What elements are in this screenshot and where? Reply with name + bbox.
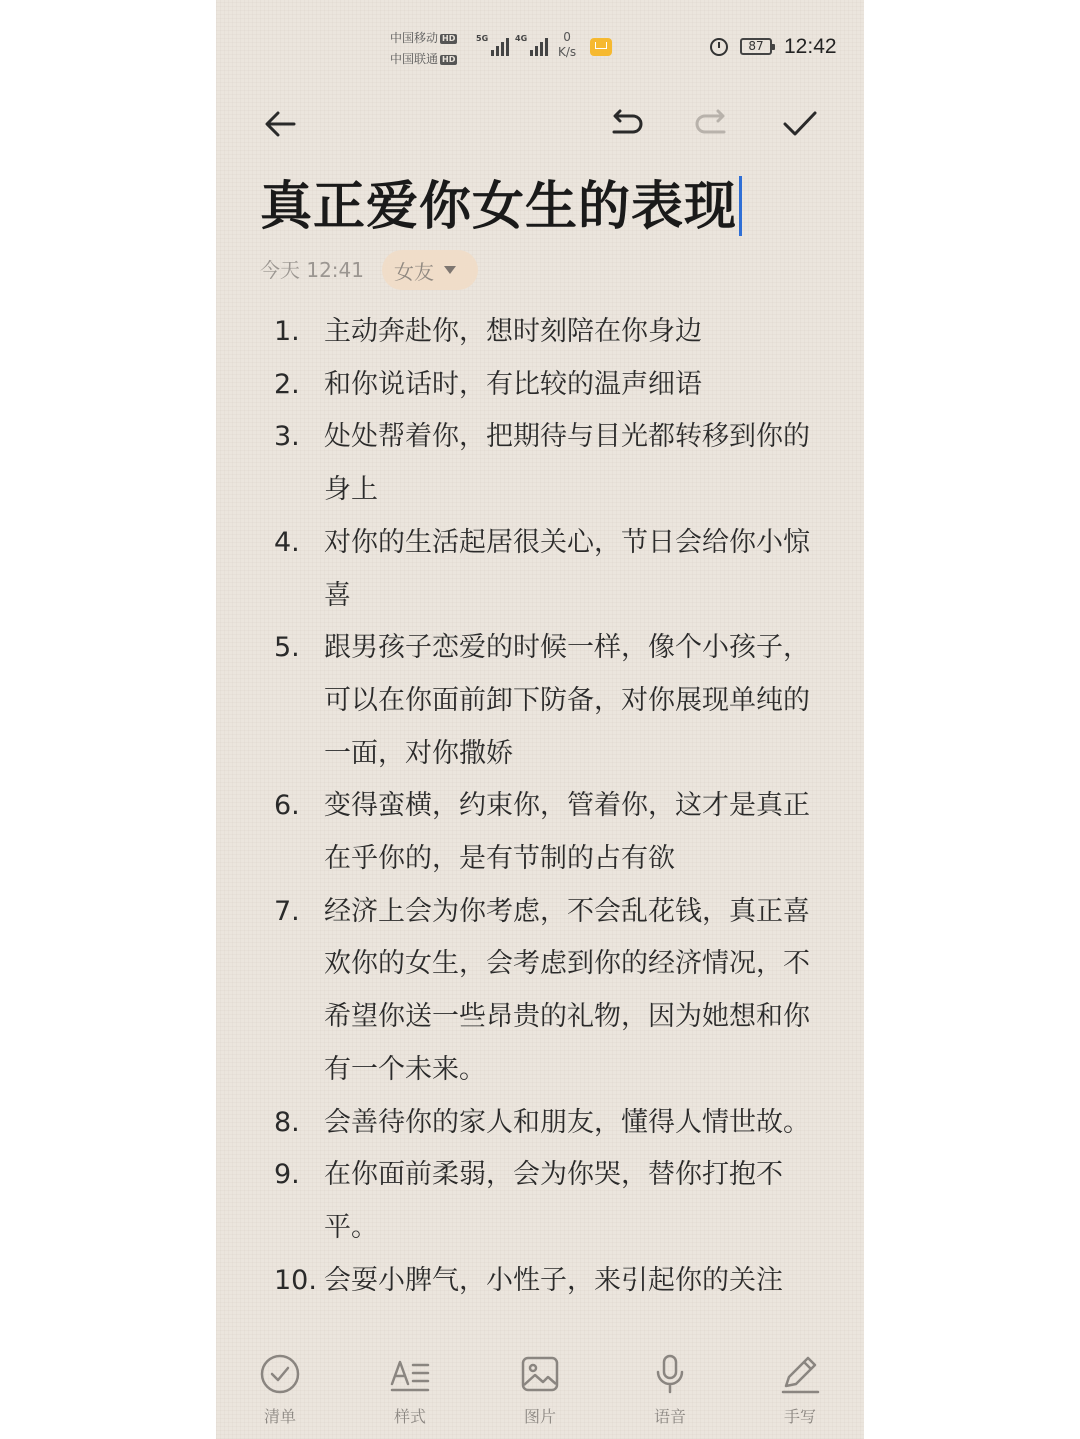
note-list [216,306,864,1307]
list-item-number: 3. [274,421,300,453]
battery-icon: 87 [740,38,772,55]
list-item [216,1149,864,1254]
list-item-number: 6. [274,790,300,822]
undo-button[interactable] [602,100,650,148]
image-icon [518,1352,562,1396]
redo-icon [692,104,732,144]
list-item-text: 经济上会为你考虑，不会乱花钱，真正喜欢你的女生，会考虑到你的经济情况，不希望你送一些昂贵的礼物，因为她想和你有一个未来。 [324,895,810,1085]
list-item-number: 5. [274,632,300,664]
alarm-icon [710,38,728,56]
arrow-left-icon [260,104,300,144]
voice-button[interactable]: 语音 [630,1352,710,1427]
note-title[interactable]: 真正爱你女生的表现 [260,172,742,242]
checklist-button[interactable]: 清单 [240,1352,320,1427]
list-item-number: 4. [274,526,300,558]
signal-5g-icon: 5G [476,34,509,56]
list-item-number: 7. [274,895,300,927]
list-item [216,411,864,516]
caret-down-icon [444,266,456,274]
list-item [216,306,864,359]
image-button[interactable]: 图片 [500,1352,580,1427]
list-item-number: 9. [274,1159,300,1191]
text-style-icon [388,1352,432,1396]
list-item-text: 主动奔赴你，想时刻陪在你身边 [324,316,702,347]
list-item [216,1097,864,1150]
status-bar [216,22,864,72]
handwriting-button[interactable]: 手写 [760,1352,840,1427]
category-dropdown[interactable] [382,250,478,290]
list-item [216,886,864,1097]
list-item [216,359,864,412]
list-item-text: 变得蛮横，约束你，管着你，这才是真正在乎你的，是有节制的占有欲 [324,790,810,875]
confirm-button[interactable] [776,100,824,148]
list-item-number: 2. [274,368,300,400]
signal-4g-icon: 4G [515,34,548,56]
list-item [216,622,864,780]
redo-button[interactable] [688,100,736,148]
style-button[interactable]: 样式 [370,1352,450,1427]
notes-app-screen [216,0,864,1439]
list-item-text: 会耍小脾气，小性子，来引起你的关注 [324,1264,783,1296]
hd-badge: HD [442,54,456,64]
carrier-info [390,28,457,70]
text-cursor [739,176,742,236]
note-date: 今天 12:41 [260,258,364,282]
bottom-toolbar [216,1340,864,1439]
list-item-number: 10. [274,1264,317,1296]
list-item-text: 和你说话时，有比较的温声细语 [324,368,702,400]
list-item-number: 8. [274,1106,300,1138]
list-item-text: 在你面前柔弱，会为你哭，替你打抱不平。 [324,1159,783,1243]
list-item-text: 处处帮着你，把期待与目光都转移到你的身上 [324,421,810,506]
list-item-text: 会善待你的家人和朋友，懂得人情世故。 [324,1106,810,1138]
microphone-icon [648,1352,692,1396]
hd-badge: HD [442,33,456,43]
checklist-icon [258,1352,302,1396]
list-item-text: 跟男孩子恋爱的时候一样，像个小孩子，可以在你面前卸下防备，对你展现单纯的一面，对你撒娇 [324,632,810,769]
list-item-number: 1. [274,316,300,347]
status-time: 12:42 [784,35,837,58]
note-body[interactable] [216,306,864,1340]
carrier-1: 中国移动 [390,31,439,45]
list-item [216,780,864,885]
category-label: 女友 [394,259,434,284]
list-item [216,1255,864,1308]
undo-icon [606,104,646,144]
pen-icon [778,1352,822,1396]
list-item-text: 对你的生活起居很关心，节日会给你小惊喜 [324,526,810,611]
net-speed: 0 K/s [558,30,577,59]
list-item [216,517,864,622]
back-button[interactable] [256,100,304,148]
checkmark-icon [780,104,820,144]
carrier-2: 中国联通 [390,52,439,66]
mail-notification-icon [590,38,612,56]
